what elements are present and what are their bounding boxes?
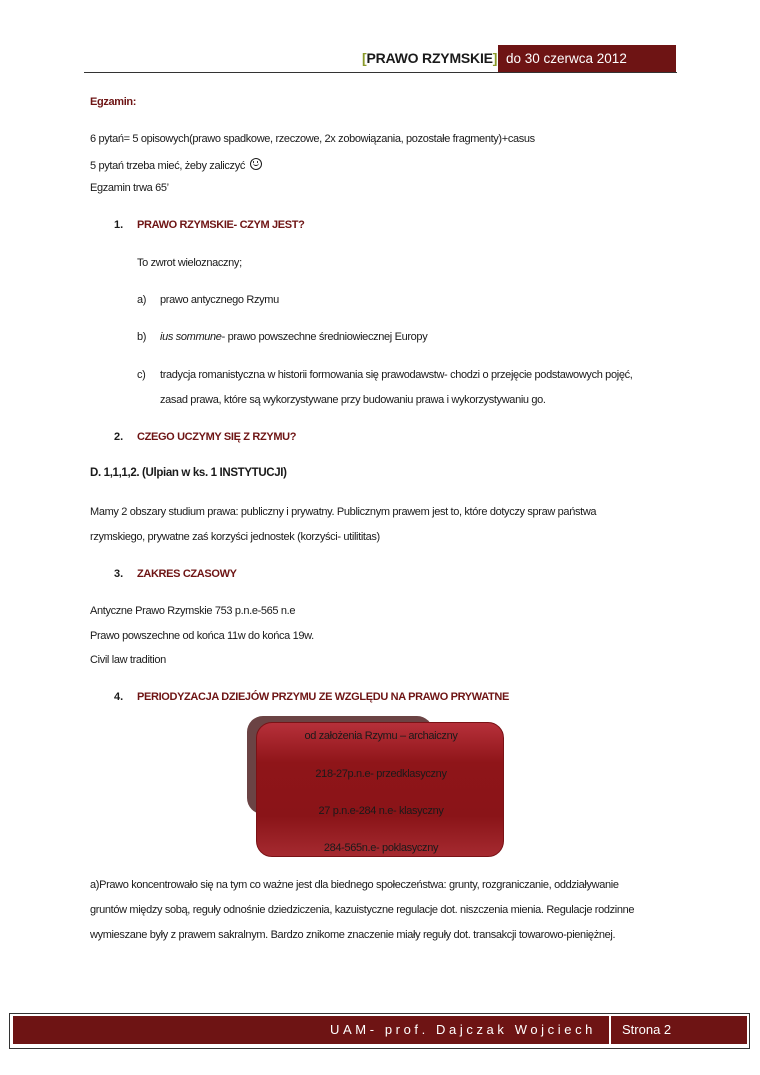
section-1-lead: To zwrot wieloznaczny; bbox=[137, 257, 242, 269]
item-b-marker: b) bbox=[137, 331, 147, 343]
section-3-line-3: Civil law tradition bbox=[90, 654, 166, 666]
section-2-number: 2. bbox=[114, 431, 124, 443]
item-b-text bbox=[160, 331, 427, 343]
exam-line-2-text: 5 pytań trzeba mieć, żeby zaliczyć bbox=[90, 160, 246, 172]
item-a-text: prawo antycznego Rzymu bbox=[160, 294, 279, 306]
section-1-number: 1. bbox=[114, 219, 124, 231]
smiley-icon bbox=[250, 158, 262, 170]
header-date-box bbox=[498, 45, 676, 73]
item-b-rest: - prawo powszechne średniowiecznej Europy bbox=[221, 331, 428, 343]
item-c-line-1: tradycja romanistyczna w historii formowania się prawodawstw- chodzi o przejęcie podstawowych pojęć, bbox=[160, 369, 633, 381]
period-preclassical: 218-27p.n.e- przedklasyczny bbox=[315, 768, 447, 780]
section-3-line-2: Prawo powszechne od końca 11w do końca 19w. bbox=[90, 630, 314, 642]
section-3-number: 3. bbox=[114, 568, 124, 580]
section-4-para-line-1: a)Prawo koncentrowało się na tym co ważne jest dla biednego społeczeństwa: grunty, rozgraniczanie, oddziaływanie bbox=[90, 879, 619, 891]
header-title-text: PRAWO RZYMSKIE bbox=[366, 50, 493, 66]
header-date: do 30 czerwca 2012 bbox=[506, 51, 627, 66]
section-3-line-1: Antyczne Prawo Rzymskie 753 p.n.e-565 n.e bbox=[90, 605, 296, 617]
section-4-number: 4. bbox=[114, 691, 124, 703]
period-classical: 27 p.n.e-284 n.e- klasyczny bbox=[318, 805, 444, 817]
section-2-para-line-2: rzymskiego, prywatne zaś korzyści jednostek (korzyści- utilititas) bbox=[90, 531, 380, 543]
footer-page-number: Strona 2 bbox=[622, 1022, 672, 1037]
section-4-title: PERIODYZACJA DZIEJÓW PRZYMU ZE WZGLĘDU NA PRAWO PRYWATNE bbox=[137, 691, 509, 703]
period-archaic: od założenia Rzymu – archaiczny bbox=[304, 730, 458, 742]
period-postclassical: 284-565n.e- poklasyczny bbox=[323, 842, 439, 854]
bracket-close: ] bbox=[492, 50, 498, 66]
exam-line-2 bbox=[90, 158, 262, 172]
digest-citation: D. 1,1,1,2. (Ulpian w ks. 1 INSTYTUCJI) bbox=[90, 467, 287, 479]
exam-line-1: 6 pytań= 5 opisowych(prawo spadkowe, rzeczowe, 2x zobowiązania, pozostałe fragmenty)+casus bbox=[90, 133, 535, 145]
section-2-title: CZEGO UCZYMY SIĘ Z RZYMU? bbox=[137, 431, 297, 443]
section-4-para-line-2: gruntów między sobą, reguły odnośnie dziedziczenia, kazuistyczne regulacje dot. niszczenia mienia. Regulacje rodzinne bbox=[90, 904, 635, 916]
footer-author: UAM- prof. Dajczak Wojciech bbox=[330, 1022, 597, 1037]
section-2-para-line-1: Mamy 2 obszary studium prawa: publiczny i prywatny. Publicznym prawem jest to, które dotyczy spraw państwa bbox=[90, 506, 597, 518]
item-c-marker: c) bbox=[137, 369, 146, 381]
item-a-marker: a) bbox=[137, 294, 147, 306]
exam-heading: Egzamin: bbox=[90, 96, 137, 108]
running-header-title bbox=[362, 50, 497, 66]
item-c-line-2: zasad prawa, które są wykorzystywane przy budowaniu prawa i wykorzystywaniu go. bbox=[160, 394, 546, 406]
exam-line-3: Egzamin trwa 65’ bbox=[90, 182, 169, 194]
section-4-para-line-3: wymieszane były z prawem sakralnym. Bardzo znikome znaczenie miały reguły dot. transakcji towarowo-pieniężnej. bbox=[90, 929, 616, 941]
bracket-open: [ bbox=[362, 50, 367, 66]
header-rule bbox=[84, 72, 677, 73]
item-b-italic: ius sommune bbox=[160, 331, 222, 343]
periodization-diagram bbox=[256, 722, 504, 857]
section-3-title: ZAKRES CZASOWY bbox=[137, 568, 237, 580]
section-1-title: PRAWO RZYMSKIE- CZYM JEST? bbox=[137, 219, 305, 231]
